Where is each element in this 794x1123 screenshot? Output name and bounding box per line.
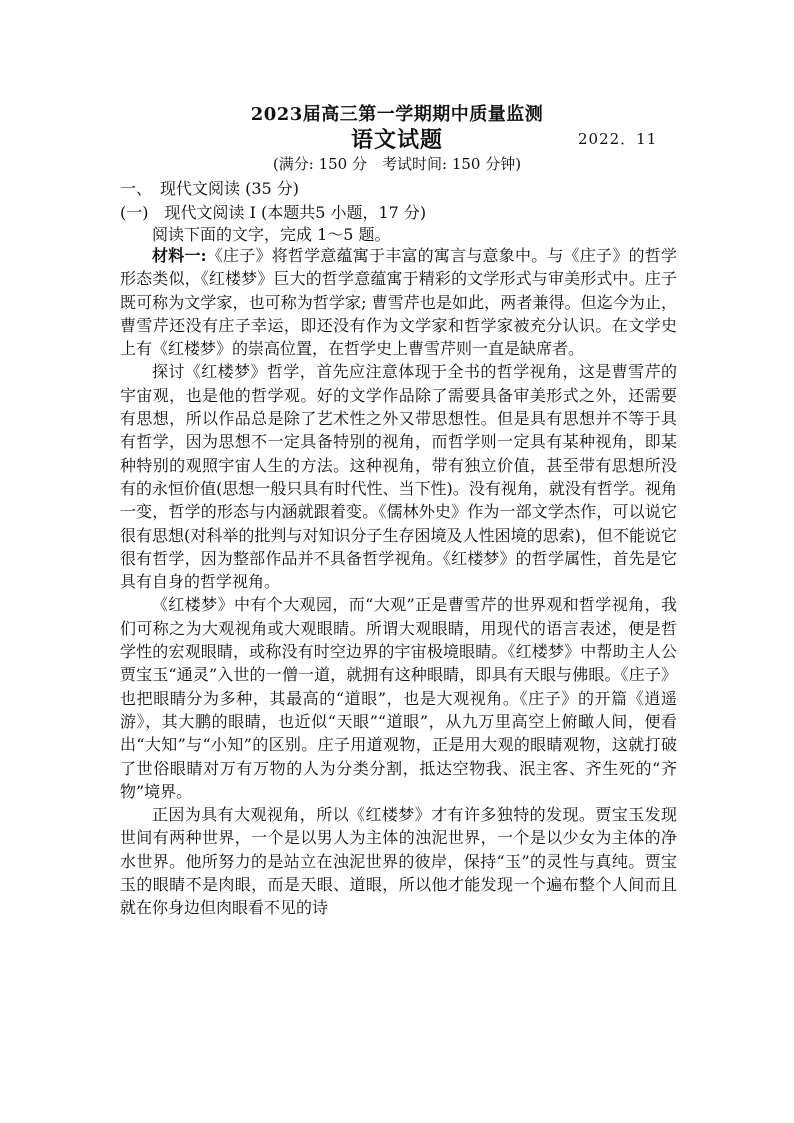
reading-instruction: 阅读下面的文字，完成 1～5 题。 [152,225,391,244]
reading-passage [120,244,677,920]
section-heading-modern-reading: 一、 现代文阅读 (35 分) [120,179,300,198]
score-time-info: (满分: 150 分 考试时间: 150 分钟) [272,155,522,173]
passage-paragraph-3: 《红楼梦》中有个大观园，而“大观”正是曹雪芹的世界观和哲学视角，我们可称之为大观视角或大观眼睛。所谓大观眼睛，用现代的语言表述，便是哲学性的宏观眼睛，或称没有时空边界的宇宙极境眼睛。《红楼梦》中帮助主人公贾宝玉“通灵”入世的一僧一道，就拥有这种眼睛，即具有天眼与佛眼。《庄子》也把眼睛分为多种，其最高的“道眼”，也是大观视角。《庄子》的开篇《逍遥游》，其大鹏的眼睛，也近似“天眼”“道眼”，从九万里高空上俯瞰人间，便看出“大知”与“小知”的区别。庄子用道观物，正是用大观的眼睛观物，这就打破了世俗眼睛对万有万物的人为分类分割，抵达空物我、泯主客、齐生死的“齐物”境界。 [120,595,677,801]
exam-title: 2023届高三第一学期期中质量监测 [250,104,544,125]
subject-title: 语文试题 [350,127,443,153]
exam-date: 2022．11 [578,130,658,148]
subsection-heading-reading-1: (一) 现代文阅读 I (本题共5 小题，17 分) [120,203,427,222]
material-label: 材料一: [152,246,207,265]
passage-paragraph-4: 正因为具有大观视角，所以《红楼梦》才有许多独特的发现。贾宝玉发现世间有两种世界，一个是以男人为主体的浊泥世界，一个是以少女为主体的净水世界。他所努力的是站立在浊泥世界的彼岸，保持“玉”的灵性与真纯。贾宝玉的眼睛不是肉眼，而是天眼、道眼，所以他才能发现一个遍布整个人间而且就在你身边但肉眼看不见的诗 [120,805,677,918]
passage-paragraph-1: 材料一:《庄子》将哲学意蕴寓于丰富的寓言与意象中。与《庄子》的哲学形态类似，《红楼梦》巨大的哲学意蕴寓于精彩的文学形式与审美形式中。庄子既可称为文学家，也可称为哲学家; 曹雪芹也是如此，两者兼得。但迄今为止，曹雪芹还没有庄子幸运，即还没有作为文学家和哲学家被充分认识。在文学史上有《红楼梦》的崇高位置，在哲学史上曹雪芹则一直是缺席者。 [120,246,677,359]
passage-paragraph-2: 探讨《红楼梦》哲学，首先应注意体现于全书的哲学视角，这是曹雪芹的宇宙观，也是他的哲学观。好的文学作品除了需要具备审美形式之外，还需要有思想，所以作品总是除了艺术性之外又带思想性。但是具有思想并不等于具有哲学，因为思想不一定具备特别的视角，而哲学则一定具有某种视角，即某种特别的观照宇宙人生的方法。这种视角，带有独立价值，甚至带有思想所没有的永恒价值(思想一般只具有时代性、当下性)。没有视角，就没有哲学。视角一变，哲学的形态与内涵就跟着变。《儒林外史》作为一部文学杰作，可以说它很有思想(对科举的批判与对知识分子生存困境及人性困境的思索)，但不能说它很有哲学，因为整部作品并不具备哲学视角。《红楼梦》的哲学属性，首先是它具有自身的哲学视角。 [120,362,677,592]
